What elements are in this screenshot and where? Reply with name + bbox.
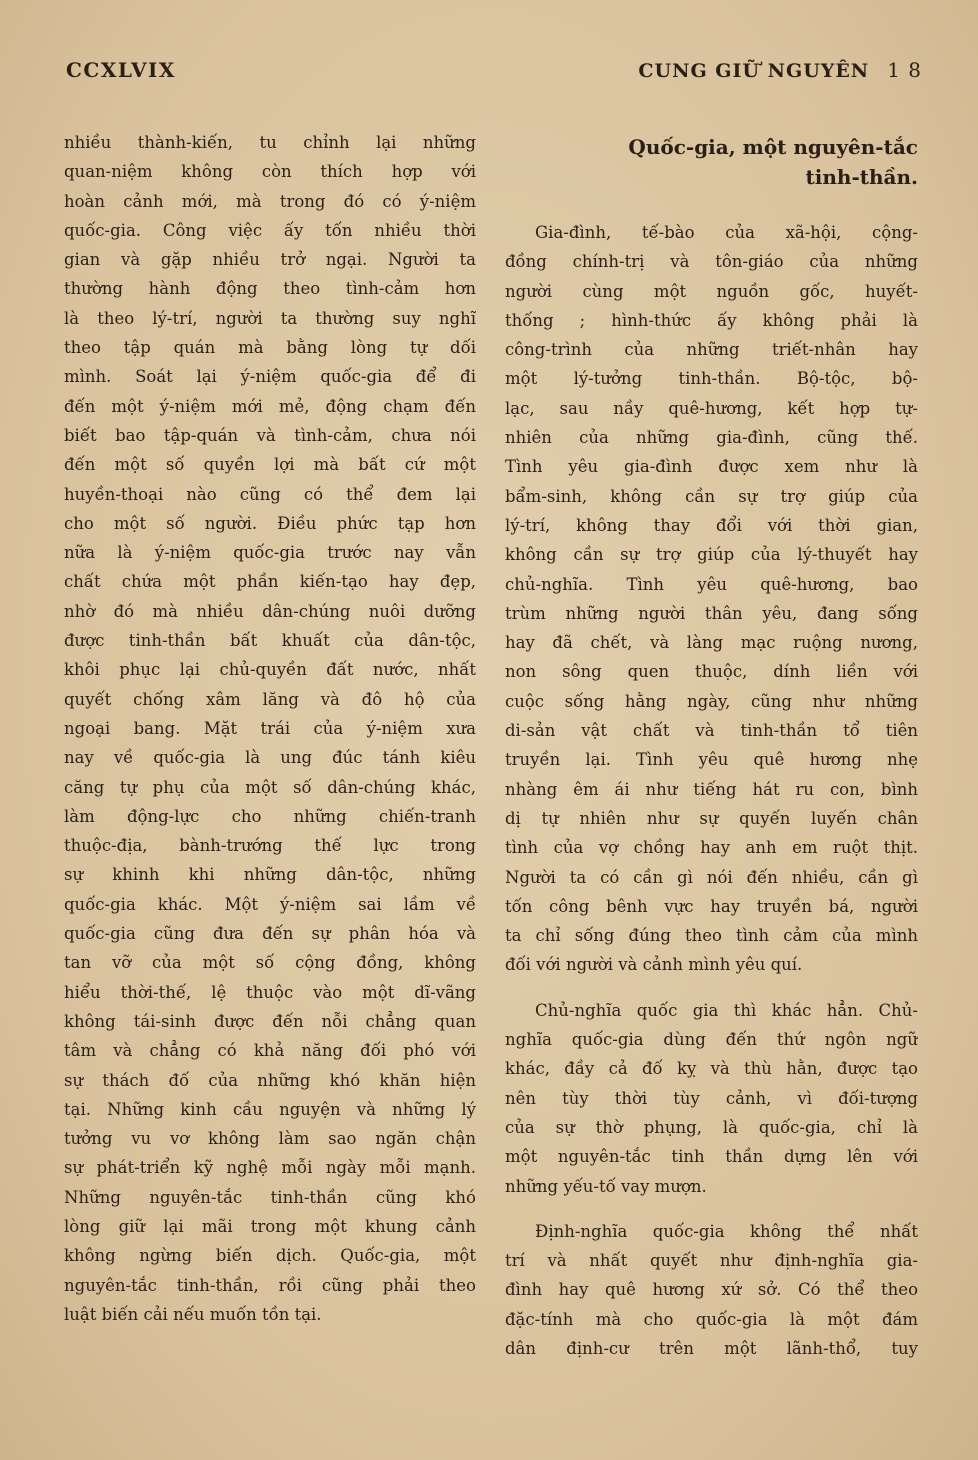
text-line: đặc-tính mà cho quốc-gia là một đám — [505, 1309, 918, 1329]
text-line: những yếu-tố vay mượn. — [505, 1176, 707, 1196]
text-line: khôi phục lại chủ-quyền đất nước, nhất — [64, 660, 476, 680]
text-line: tốn công bênh vực hay truyền bá, người — [505, 896, 918, 916]
text-line: Những nguyên-tắc tinh-thần cũng khó — [64, 1187, 476, 1207]
text-line: không tái-sinh được đến nỗi chẳng quan — [64, 1011, 476, 1031]
text-line: dân định-cư trên một lãnh-thổ, tuy — [505, 1338, 918, 1358]
text-line: một lý-tưởng tinh-thần. Bộ-tộc, bộ- — [505, 369, 918, 389]
text-line: đến một số quyền lợi mà bất cứ một — [64, 455, 476, 475]
text-line: tâm và chẳng có khả năng đối phó với — [64, 1041, 476, 1061]
text-line: nên tùy thời tùy cảnh, vì đối-tượng — [505, 1088, 918, 1108]
text-line: Người ta có cần gì nói đến nhiều, cần gì — [505, 867, 918, 887]
section-title — [505, 132, 918, 192]
text-line: Gia-đình, tế-bào của xã-hội, cộng- — [535, 223, 918, 242]
folio-roman-numeral: CCXLVIX — [66, 58, 176, 82]
text-line: tại. Những kinh cầu nguyện và những lý — [64, 1099, 476, 1119]
section-title-line: tinh-thần. — [805, 165, 918, 189]
text-line: gian và gặp nhiều trở ngại. Người ta — [64, 250, 476, 270]
text-line: đến một ý-niệm mới mẻ, động chạm đến — [64, 396, 476, 416]
text-line: đối với người và cảnh mình yêu quí. — [505, 955, 803, 975]
text-line: hoàn cảnh mới, mà trong đó có ý-niệm — [64, 191, 476, 211]
text-line: ta chỉ sống đúng theo tình cảm của mình — [505, 926, 918, 946]
text-line: quyết chống xâm lăng và đô hộ của — [64, 689, 476, 709]
page-number: 1 8 — [887, 58, 922, 82]
running-head — [66, 58, 922, 92]
right-column — [505, 128, 918, 1363]
text-line: nhàng êm ái như tiếng hát ru con, bình — [505, 779, 918, 799]
text-line: lòng giữ lại mãi trong một khung cảnh — [64, 1216, 476, 1236]
text-line: quốc-gia. Công việc ấy tốn nhiều thời — [64, 220, 476, 240]
text-line: luật biến cải nếu muốn tồn tại. — [64, 1304, 322, 1324]
text-line: tan vỡ của một số cộng đồng, không — [64, 953, 476, 973]
text-line: không ngừng biến dịch. Quốc-gia, một — [64, 1246, 476, 1266]
paragraph-definition — [505, 1217, 918, 1363]
text-line: nguyên-tắc tinh-thần, rồi cũng phải theo — [64, 1275, 476, 1295]
text-line: Chủ-nghĩa quốc gia thì khác hẳn. Chủ- — [535, 1000, 918, 1020]
text-line: nhiên của những gia-đình, cũng thế. — [505, 428, 918, 448]
text-line: quốc-gia khác. Một ý-niệm sai lầm về — [64, 894, 476, 914]
text-line: sự thách đố của những khó khăn hiện — [64, 1070, 476, 1090]
running-title-group — [638, 58, 922, 82]
text-line: thống ; hình-thức ấy không phải là — [505, 310, 918, 330]
text-line: của sự thờ phụng, là quốc-gia, chỉ là — [505, 1117, 918, 1137]
running-title: CUNG GIỮ NGUYÊN — [638, 60, 870, 82]
text-line: trùm những người thân yêu, đang sống — [505, 603, 918, 623]
text-line: di-sản vật chất và tinh-thần tổ tiên — [505, 721, 918, 741]
text-line: không cần sự trợ giúp của lý-thuyết hay — [505, 545, 918, 565]
text-line: là theo lý-trí, người ta thường suy nghĩ — [64, 308, 476, 328]
text-line: một nguyên-tắc tinh thần dựng lên với — [505, 1147, 918, 1167]
text-line: mình. Soát lại ý-niệm quốc-gia để đi — [64, 367, 476, 387]
text-line: Tình yêu gia-đình được xem như là — [505, 457, 918, 477]
text-line: bẩm-sinh, không cần sự trợ giúp của — [505, 486, 918, 506]
text-line: thường hành động theo tình-cảm hơn — [64, 279, 476, 299]
text-line: cuộc sống hằng ngày, cũng như những — [505, 691, 918, 711]
left-column — [64, 128, 476, 1329]
text-line: chủ-nghĩa. Tình yêu quê-hương, bao — [505, 574, 918, 594]
text-line: thuộc-địa, bành-trướng thế lực trong — [64, 836, 476, 856]
text-line: công-trình của những triết-nhân hay — [505, 340, 918, 360]
text-line: quan-niệm không còn thích hợp với — [64, 162, 476, 182]
text-line: nghĩa quốc-gia dùng đến thứ ngôn ngữ — [505, 1030, 918, 1050]
text-line: cho một số người. Điều phức tạp hơn — [64, 513, 476, 533]
text-line: non sông quen thuộc, dính liền với — [505, 662, 918, 682]
paragraph-nationalism — [505, 996, 918, 1201]
text-line: được tinh-thần bất khuất của dân-tộc, — [64, 631, 476, 651]
text-line: dị tự nhiên như sự quyến luyến chân — [505, 808, 918, 828]
text-line: nhờ đó mà nhiều dân-chúng nuôi dưỡng — [64, 601, 476, 621]
text-line: khác, đầy cả đố kỵ và thù hằn, được tạo — [505, 1059, 918, 1079]
text-line: tình của vợ chồng hay anh em ruột thịt. — [505, 838, 918, 858]
text-line: làm động-lực cho những chiến-tranh — [64, 806, 476, 826]
text-line: Định-nghĩa quốc-gia không thể nhất — [535, 1221, 918, 1241]
text-line: đình hay quê hương xứ sở. Có thể theo — [505, 1280, 918, 1300]
text-line: sự phát-triển kỹ nghệ mỗi ngày mỗi mạnh. — [64, 1158, 476, 1178]
text-line: huyền-thoại nào cũng có thể đem lại — [64, 484, 476, 504]
text-line: nữa là ý-niệm quốc-gia trước nay vẫn — [64, 543, 476, 563]
text-line: nhiều thành-kiến, tu chỉnh lại những — [64, 133, 476, 152]
text-line: đồng chính-trị và tôn-giáo của những — [505, 252, 918, 272]
text-line: tưởng vu vơ không làm sao ngăn chận — [64, 1129, 476, 1149]
section-title-line: Quốc-gia, một nguyên-tắc — [628, 135, 918, 159]
text-line: lạc, sau nầy quê-hương, kết hợp tự- — [505, 398, 918, 418]
text-line: nay về quốc-gia là ung đúc tánh kiêu — [64, 748, 476, 768]
text-line: biết bao tập-quán và tình-cảm, chưa nói — [64, 425, 476, 445]
text-line: truyền lại. Tình yêu quê hương nhẹ — [505, 750, 918, 770]
text-line: chất chứa một phần kiến-tạo hay đẹp, — [64, 572, 476, 592]
text-line: sự khinh khi những dân-tộc, những — [64, 865, 476, 885]
text-line: quốc-gia cũng đưa đến sự phân hóa và — [64, 924, 476, 944]
text-line: hay đã chết, và làng mạc ruộng nương, — [505, 633, 918, 653]
text-line: hiểu thời-thế, lệ thuộc vào một dĩ-vãng — [64, 982, 476, 1002]
text-line: người cùng một nguồn gốc, huyết- — [505, 281, 918, 301]
text-line: lý-trí, không thay đổi với thời gian, — [505, 515, 918, 535]
text-line: ngoại bang. Mặt trái của ý-niệm xưa — [64, 718, 476, 738]
paragraph-family-homeland — [505, 218, 918, 980]
text-line: trí và nhất quyết như định-nghĩa gia- — [505, 1251, 918, 1271]
text-line: theo tập quán mà bằng lòng tự dối — [64, 338, 476, 358]
text-line: căng tự phụ của một số dân-chúng khác, — [64, 777, 476, 797]
